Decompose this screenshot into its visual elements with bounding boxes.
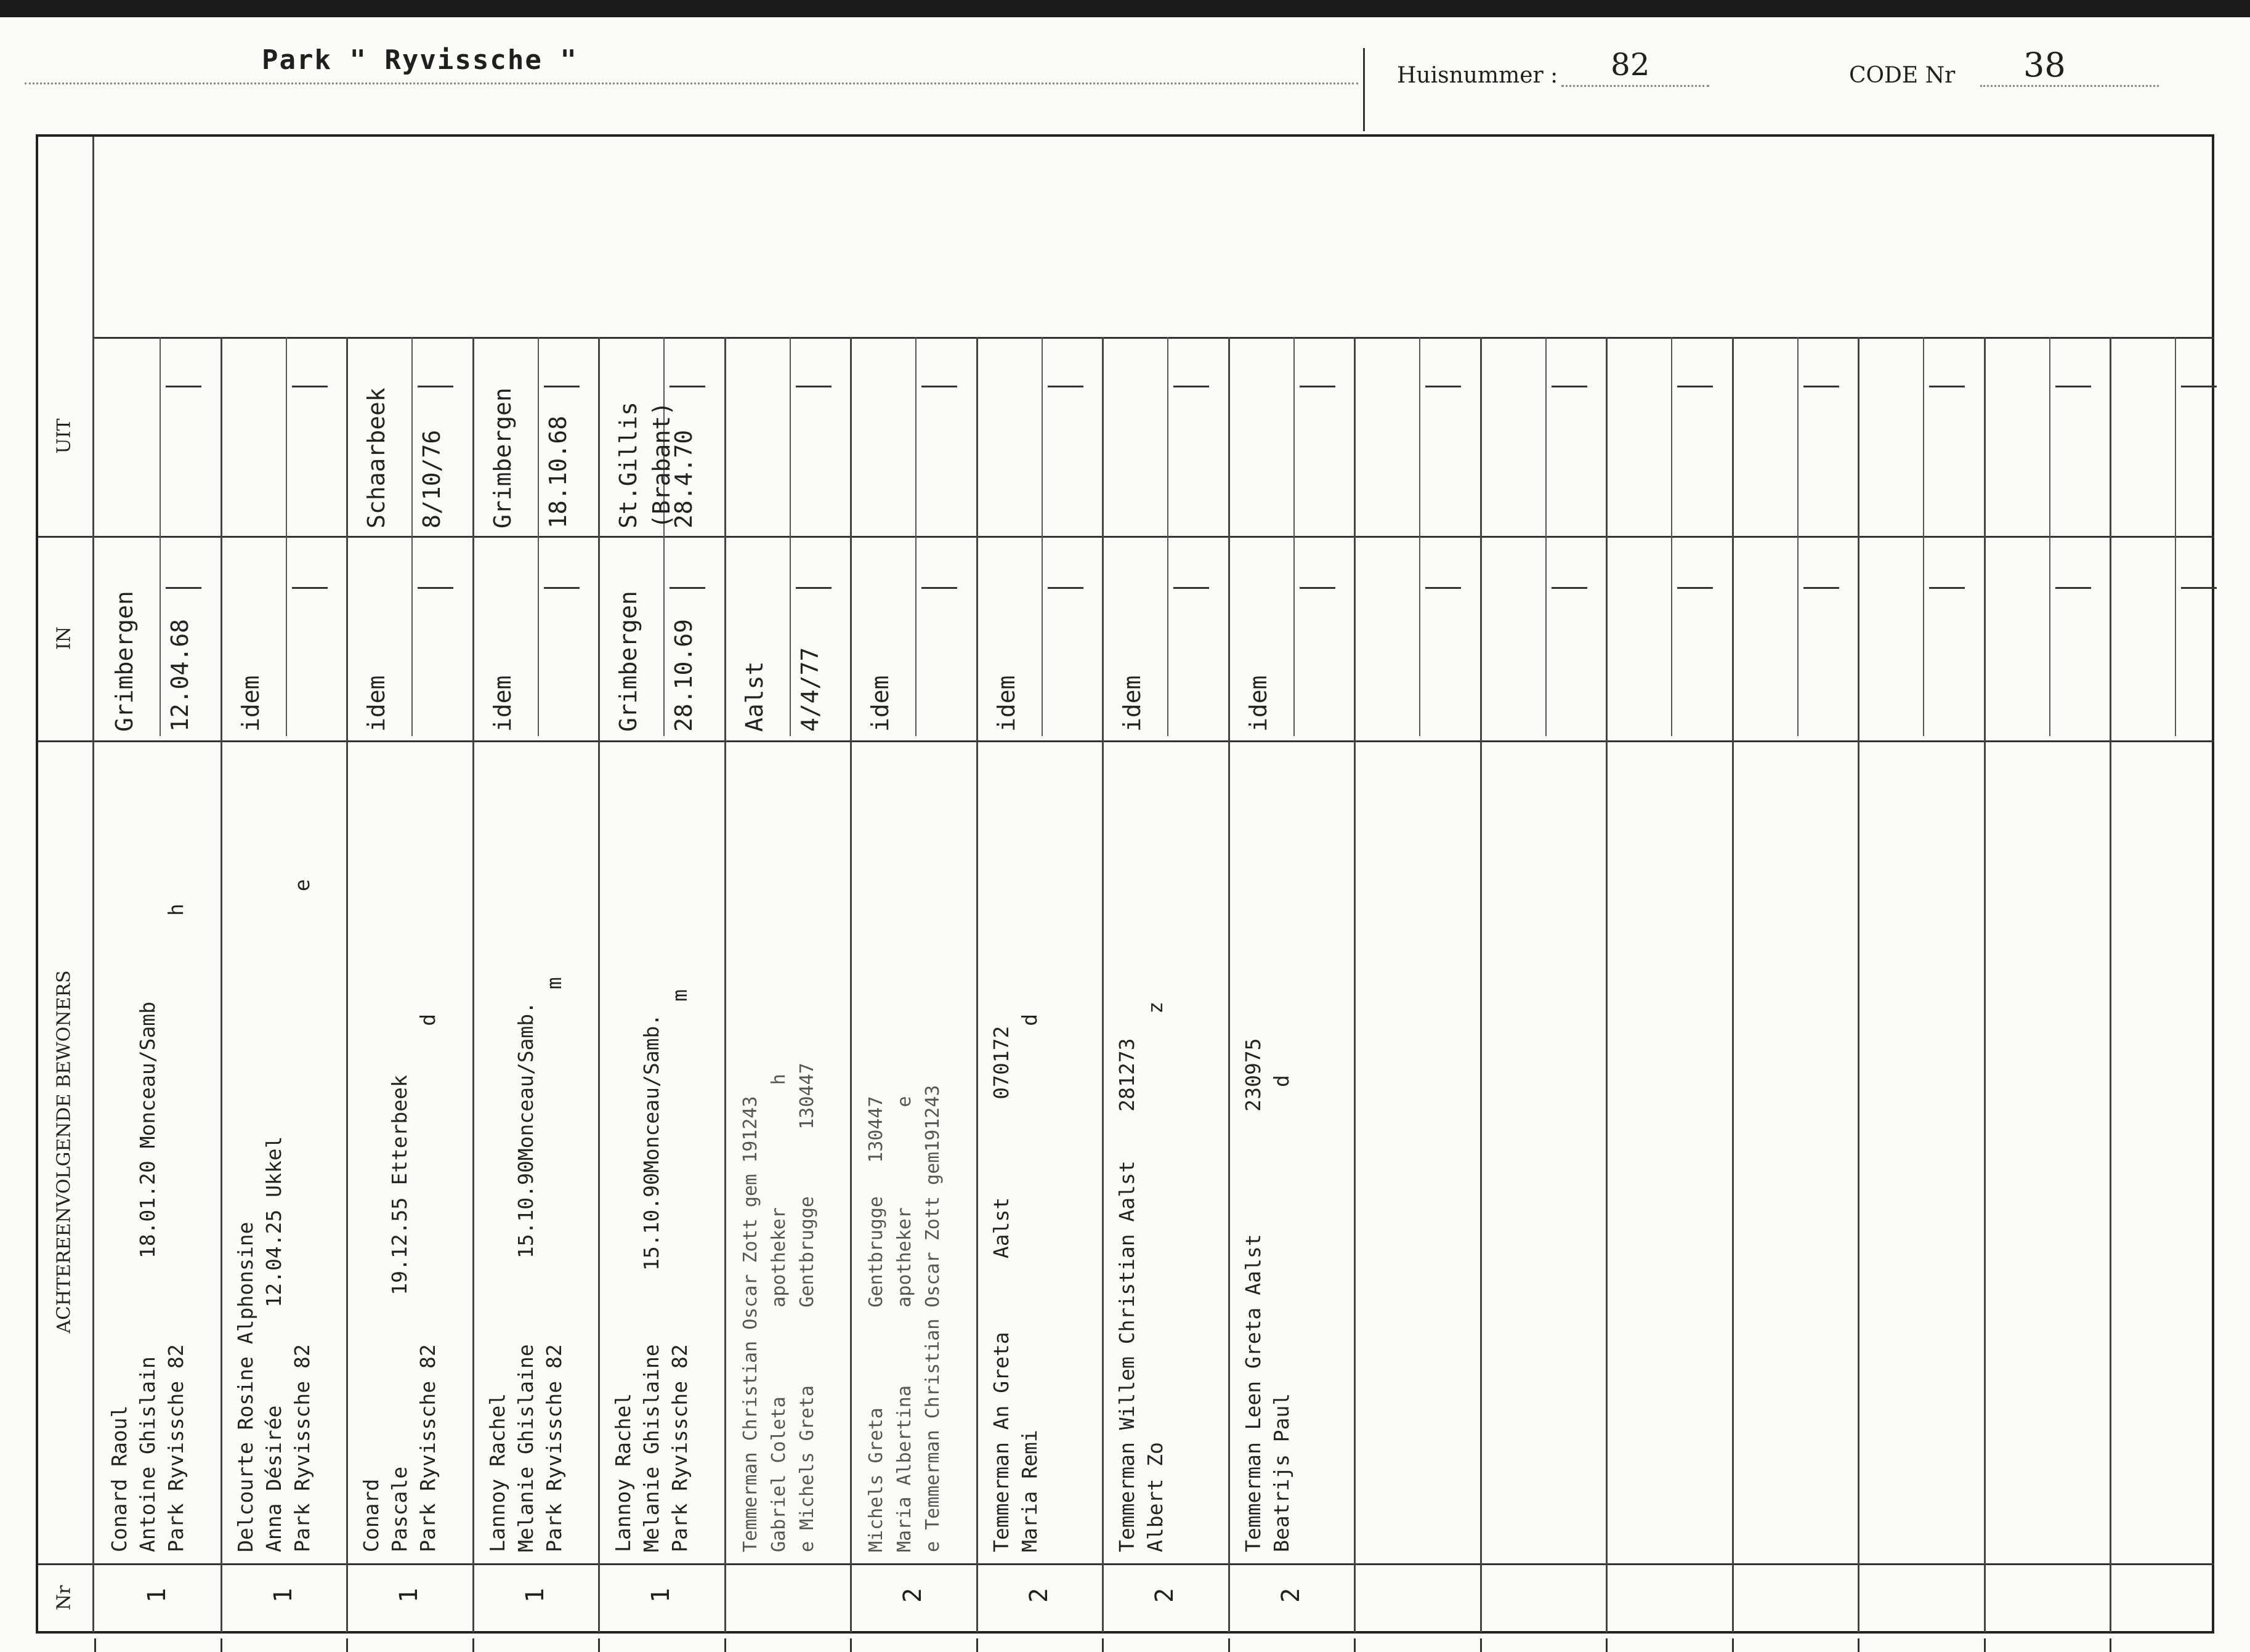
empty-date-dash-in [544,587,580,589]
house-number-value: 82 [1611,47,1650,83]
bottom-tick [598,1638,600,1652]
resident-line: e Temmerman Christian Oscar Zott gem191243 [922,1085,944,1552]
resident-line: Lannoy Rachel [485,1393,509,1552]
empty-date-dash-in [1929,587,1965,589]
resident-line: Michels Greta Gentbrugge 130447 [865,1096,887,1552]
subcolumn-divider-out [1545,337,1547,537]
resident-line: Temmerman An Greta Aalst 070172 [989,1026,1013,1552]
bottom-tick [976,1638,978,1652]
bottom-tick [1984,1638,1986,1652]
subcolumn-divider-in [1293,536,1295,736]
bottom-tick [1606,1638,1608,1652]
in-place: Aalst [741,661,768,732]
column-divider [1858,337,1859,1632]
bottom-tick [1858,1638,1859,1652]
bottom-tick [346,1638,348,1652]
empty-date-dash-in [1552,587,1587,589]
subcolumn-divider-in [2175,536,2176,736]
in-place: idem [993,675,1020,732]
resident-line: Temmerman Leen Greta Aalst 230975 [1241,1038,1265,1552]
empty-date-dash-out [1552,386,1587,387]
empty-date-dash-out [1677,386,1713,387]
resident-line: Melanie Ghislaine 15.10.90Monceau/Samb. [639,1013,663,1552]
empty-date-dash-out [166,386,201,387]
empty-date-dash-in [292,587,328,589]
empty-date-dash-in [1677,587,1713,589]
empty-date-dash-out [1048,386,1083,387]
resident-line: Park Ryvissche 82 e [290,879,314,1552]
column-divider [1480,337,1482,1632]
resident-line: Maria Remi d [1018,1013,1042,1552]
subcolumn-divider-out [538,337,539,537]
empty-date-dash-in [1048,587,1083,589]
subcolumn-divider-out [1167,337,1168,537]
bottom-tick [1354,1638,1356,1652]
empty-date-dash-in [418,587,453,589]
in-place: Grimbergen [615,591,642,732]
empty-date-dash-in [796,587,832,589]
subcolumn-divider-in [790,536,791,736]
subcolumn-divider-in [160,536,161,736]
bottom-tick [2110,1638,2111,1652]
subcolumn-divider-out [1042,337,1043,537]
in-date: 28.10.69 [670,618,697,732]
out-date: 28.4.70 [670,429,697,528]
empty-date-dash-out [1425,386,1461,387]
out-place: St.Gillis (Brabant) [615,402,675,528]
bottom-tick [94,1638,96,1652]
code-number-value: 38 [2023,46,2066,84]
empty-date-dash-out [418,386,453,387]
subcolumn-divider-out [1293,337,1295,537]
resident-line: Albert Zo z [1143,1001,1167,1552]
out-place: Schaarbeek [363,387,390,528]
in-place: idem [363,675,390,732]
resident-line: e Michels Greta Gentbrugge 130447 [796,1063,818,1552]
subcolumn-divider-in [663,536,665,736]
empty-date-dash-out [2181,386,2217,387]
resident-line: Park Ryvissche 82 d [416,1013,440,1552]
empty-date-dash-in [1300,587,1335,589]
column-divider [1732,337,1734,1632]
empty-date-dash-in [670,587,705,589]
column-divider [850,337,852,1632]
subcolumn-divider-out [1419,337,1420,537]
resident-line: Maria Albertina apotheker e [894,1096,915,1552]
subcolumn-divider-in [411,536,413,736]
empty-date-dash-in [1425,587,1461,589]
empty-date-dash-out [292,386,328,387]
empty-date-dash-in [2055,587,2091,589]
subcolumn-divider-out [1671,337,1672,537]
resident-line: Park Ryvissche 82 m [542,977,566,1552]
resident-line: Pascale 19.12.55 Etterbeek [387,1075,411,1552]
resident-line: Antoine Ghislain 18.01.20 Monceau/Samb [136,1001,160,1552]
subcolumn-divider-in [1797,536,1799,736]
in-place: idem [867,675,894,732]
column-divider [2110,337,2111,1632]
subcolumn-divider-out [160,337,161,537]
code-number-label: CODE Nr [1849,63,1956,88]
subcolumn-divider-out [915,337,917,537]
subcolumn-divider-out [286,337,287,537]
subcolumn-divider-in [1419,536,1420,736]
header-separator [1363,48,1365,131]
in-date: 12.04.68 [166,618,193,732]
subcolumn-divider-in [1671,536,1672,736]
bottom-tick [724,1638,726,1652]
bottom-tick [850,1638,852,1652]
label-column-line [92,137,94,1632]
resident-line: Lannoy Rachel [611,1393,635,1552]
resident-line: Park Ryvissche 82 h [164,904,188,1552]
subcolumn-divider-out [790,337,791,537]
in-place: idem [237,675,264,732]
bottom-tick [221,1638,222,1652]
out-place: Grimbergen [489,387,516,528]
empty-date-dash-out [1173,386,1209,387]
in-place: idem [1245,675,1272,732]
scan-top-band [0,0,2250,17]
column-divider [1606,337,1608,1632]
empty-date-dash-in [1803,587,1839,589]
resident-line: Gabriel Coleta apotheker h [768,1074,790,1552]
column-divider [724,337,726,1632]
column-divider [1228,337,1230,1632]
empty-date-dash-in [166,587,201,589]
column-divider [976,337,978,1632]
code-number-dotted-line [1980,85,2159,87]
resident-line: Temmerman Christian Oscar Zott gem 191243 [740,1096,761,1552]
out-date: 18.10.68 [544,415,572,528]
empty-date-dash-out [1803,386,1839,387]
resident-line: Conard [359,1478,383,1552]
subcolumn-divider-in [1545,536,1547,736]
subcolumn-divider-in [1167,536,1168,736]
subcolumn-divider-out [2175,337,2176,537]
empty-date-dash-in [2181,587,2217,589]
subcolumn-divider-in [538,536,539,736]
column-divider [1354,337,1356,1632]
empty-date-dash-out [1929,386,1965,387]
subcolumn-divider-in [2049,536,2050,736]
column-divider [1102,337,1104,1632]
house-number-label: Huisnummer : [1397,63,1558,88]
subcolumn-divider-out [1923,337,1924,537]
street-dotted-line [25,83,1358,84]
column-divider [346,337,348,1632]
in-place: idem [1119,675,1146,732]
in-date: 4/4/77 [796,647,824,732]
resident-line: Conard Raoul [107,1405,131,1552]
empty-date-dash-out [544,386,580,387]
empty-date-dash-out [670,386,705,387]
resident-line: Melanie Ghislaine 15.10.90Monceau/Samb. [514,1001,538,1552]
street-name: Park " Ryvissche " [262,44,578,76]
subcolumn-divider-in [915,536,917,736]
subcolumn-divider-out [2049,337,2050,537]
subcolumn-divider-in [286,536,287,736]
empty-date-dash-in [1173,587,1209,589]
out-date: 8/10/76 [418,429,445,528]
subcolumn-divider-out [411,337,413,537]
resident-line: Temmerman Willem Christian Aalst 281273 [1115,1038,1139,1552]
in-place: Grimbergen [111,591,138,732]
subcolumn-divider-in [1923,536,1924,736]
empty-date-dash-out [796,386,832,387]
column-divider [598,337,600,1632]
bottom-tick [1228,1638,1230,1652]
column-divider [221,337,222,1632]
bottom-tick [1480,1638,1482,1652]
empty-date-dash-out [2055,386,2091,387]
resident-line: Beatrijs Paul d [1269,1075,1293,1552]
empty-date-dash-out [1300,386,1335,387]
in-place: idem [489,675,516,732]
line-uit-in [38,536,2214,538]
bottom-tick [1102,1638,1104,1652]
column-divider [472,337,474,1632]
resident-line: Delcourte Rosine Alphonsine [233,1221,257,1552]
subcolumn-divider-in [1042,536,1043,736]
house-number-dotted-line [1561,85,1709,87]
column-divider [1984,337,1986,1632]
line-in-residents [38,740,2214,742]
bottom-tick [472,1638,474,1652]
subcolumn-divider-out [1797,337,1799,537]
bottom-tick [1732,1638,1734,1652]
line-residents-nr [38,1563,2214,1565]
resident-line: Park Ryvissche 82 m [668,989,692,1552]
empty-date-dash-out [921,386,957,387]
empty-date-dash-in [921,587,957,589]
resident-line: Anna Désirée 12.04.25 Ukkel [262,1136,286,1552]
